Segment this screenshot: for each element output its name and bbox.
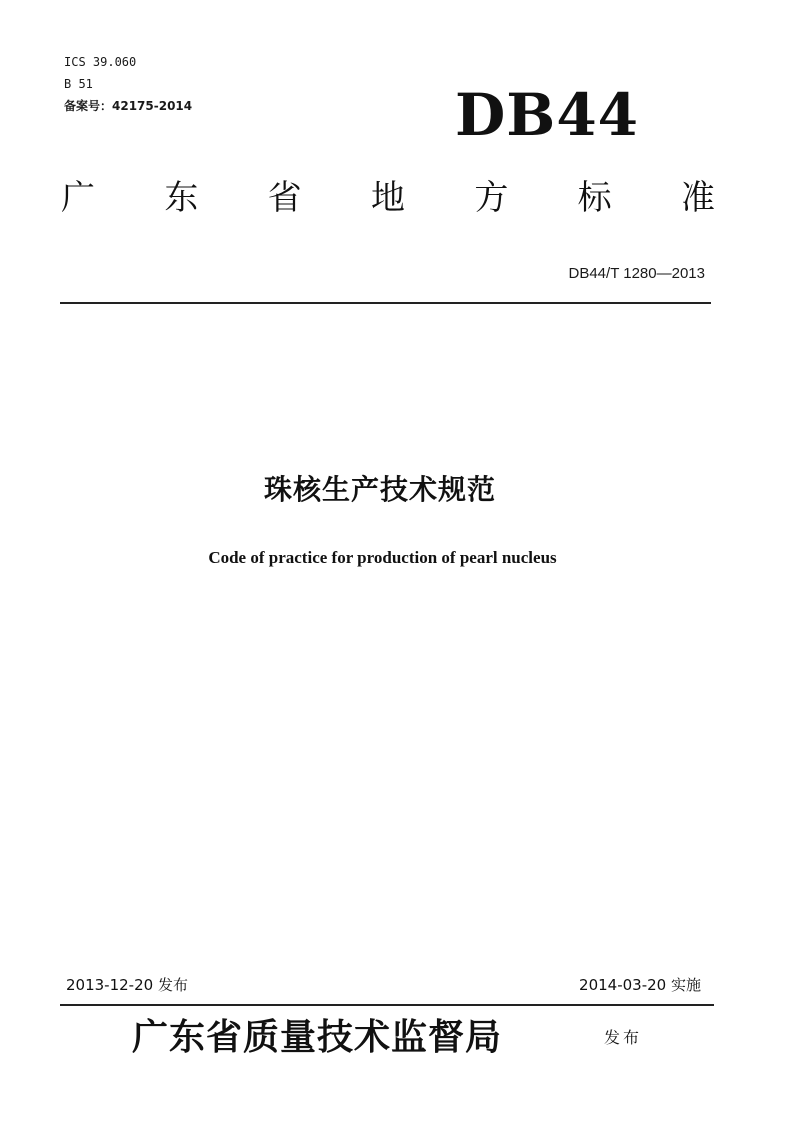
bottom-divider — [60, 1004, 714, 1006]
document-title-en: Code of practice for production of pearl nucleus — [208, 548, 557, 567]
classification-code: B 51 — [64, 77, 93, 91]
standard-number: DB44/T 1280—2013 — [568, 265, 705, 282]
standard-type-char: 方 — [474, 178, 509, 218]
top-divider — [60, 302, 711, 304]
document-title-zh: 珠核生产技术规范 — [263, 473, 496, 506]
publisher-name: 广东省质量技术监督局 — [132, 1016, 503, 1058]
publish-label: 发布 — [604, 1028, 643, 1047]
standard-type-heading — [56, 173, 720, 223]
record-number: 备案号：42175-2014 — [64, 99, 193, 113]
standard-brand-logo: DB44 — [455, 81, 640, 149]
implementation-date: 2014-03-20 实施 — [579, 976, 701, 994]
ics-code: ICS 39.060 — [64, 55, 137, 69]
standard-type-char: 东 — [164, 178, 199, 218]
issue-date: 2013-12-20 发布 — [66, 976, 188, 994]
standard-type-char: 广 — [61, 178, 95, 218]
standard-type-char: 省 — [267, 178, 302, 218]
standard-type-char: 准 — [680, 178, 715, 218]
standard-type-char: 地 — [370, 178, 405, 218]
standard-type-char: 标 — [577, 178, 612, 218]
